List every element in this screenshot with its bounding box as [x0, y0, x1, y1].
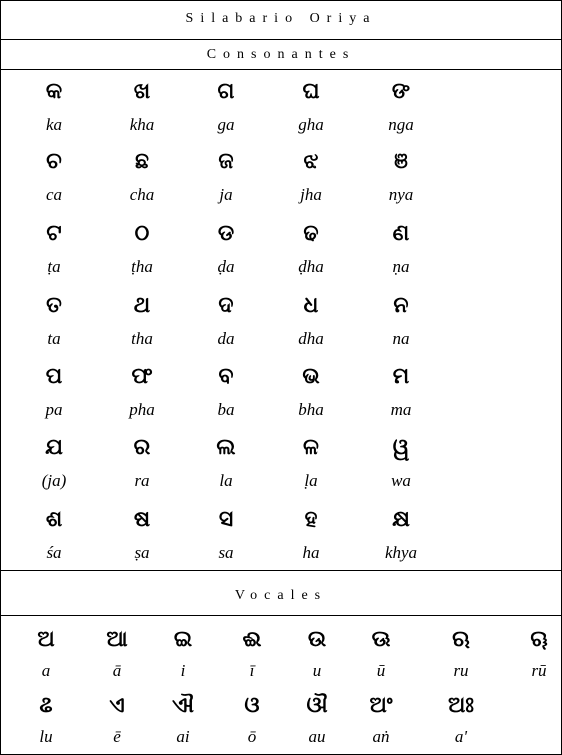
transliteration: kha — [129, 115, 155, 134]
consonant-cell — [102, 219, 182, 279]
oriya-glyph: ଌ — [39, 692, 53, 718]
consonant-cell — [361, 362, 441, 422]
transliteration: ḍa — [217, 257, 235, 276]
transliteration: ā — [112, 661, 122, 680]
oriya-glyph: ତ — [46, 292, 62, 318]
oriya-glyph: ୱ — [392, 434, 410, 460]
oriya-glyph: ଉ — [307, 626, 327, 652]
transliteration: khya — [384, 543, 418, 562]
oriya-glyph: କ୍ଷ — [392, 506, 410, 532]
transliteration: ī — [249, 661, 255, 680]
transliteration: pha — [129, 400, 155, 419]
transliteration: ai — [176, 727, 190, 746]
consonants-header: Consonantes — [206, 47, 356, 62]
oriya-glyph: ଣ — [392, 220, 410, 246]
consonant-cell — [271, 219, 351, 279]
oriya-glyph: ଖ — [133, 78, 151, 104]
oriya-glyph: ଶ — [45, 506, 63, 532]
oriya-glyph: ପ — [45, 363, 63, 389]
transliteration: bha — [298, 400, 324, 419]
oriya-glyph: ଟ — [46, 220, 62, 246]
oriya-glyph: ସ — [218, 506, 234, 532]
transliteration: ra — [134, 471, 150, 490]
consonant-cell — [186, 291, 266, 351]
transliteration: ga — [217, 115, 235, 134]
transliteration: pa — [45, 400, 63, 419]
oriya-glyph: ଷ — [133, 506, 151, 532]
oriya-glyph: ଇ — [173, 626, 193, 652]
transliteration: tha — [131, 329, 153, 348]
consonant-cell — [14, 147, 94, 207]
consonant-cell — [14, 219, 94, 279]
transliteration: nya — [388, 185, 414, 204]
transliteration: ē — [113, 727, 121, 746]
consonant-cell — [361, 147, 441, 207]
oriya-glyph: ନ — [393, 292, 409, 318]
oriya-glyph: ଗ — [217, 78, 235, 104]
transliteration: wa — [391, 471, 411, 490]
consonant-cell — [271, 362, 351, 422]
vowel-cell — [431, 691, 491, 749]
oriya-glyph: ଛ — [135, 148, 149, 174]
oriya-glyph: ଞ — [394, 148, 408, 174]
oriya-glyph: ଅଂ — [369, 692, 393, 718]
oriya-glyph: ଧ — [303, 292, 319, 318]
vowel-cell — [509, 625, 562, 683]
consonant-cell — [271, 505, 351, 565]
transliteration: ja — [219, 185, 233, 204]
transliteration: cha — [129, 185, 155, 204]
consonant-cell — [14, 291, 94, 351]
vowel-cell — [222, 691, 282, 749]
oriya-glyph: ଚ — [46, 148, 62, 174]
consonant-cell — [14, 362, 94, 422]
oriya-glyph: ଅଃ — [448, 692, 474, 718]
consonant-cell — [271, 433, 351, 493]
oriya-glyph: ର — [133, 434, 151, 460]
transliteration: aṅ — [372, 727, 390, 746]
vowel-cell — [153, 625, 213, 683]
transliteration: nga — [388, 115, 414, 134]
consonant-cell — [186, 362, 266, 422]
transliteration: ṇa — [392, 257, 410, 276]
transliteration: na — [392, 329, 410, 348]
oriya-glyph: ଏ — [109, 692, 125, 718]
transliteration: jha — [300, 185, 322, 204]
transliteration: ca — [45, 185, 63, 204]
consonant-cell — [186, 505, 266, 565]
transliteration: śa — [46, 543, 62, 562]
vowel-cell — [287, 691, 347, 749]
vowel-cell — [16, 691, 76, 749]
transliteration: sa — [218, 543, 234, 562]
transliteration: ū — [376, 661, 386, 680]
transliteration: ka — [45, 115, 63, 134]
consonant-cell — [186, 77, 266, 137]
transliteration: ṣa — [134, 543, 150, 562]
oriya-glyph: ଢ — [303, 220, 319, 246]
consonant-cell — [102, 147, 182, 207]
oriya-glyph: ଫ — [131, 363, 153, 389]
transliteration: ṭha — [131, 257, 153, 276]
transliteration: (ja) — [41, 471, 67, 490]
oriya-glyph: ଈ — [242, 626, 262, 652]
consonant-cell — [14, 505, 94, 565]
divider — [1, 615, 561, 616]
consonant-cell — [271, 291, 351, 351]
oriya-glyph: ମ — [392, 363, 410, 389]
oriya-glyph: ଔ — [306, 692, 328, 718]
consonant-cell — [102, 362, 182, 422]
consonant-cell — [102, 77, 182, 137]
consonant-cell — [271, 77, 351, 137]
consonant-cell — [14, 77, 94, 137]
transliteration: ma — [390, 400, 412, 419]
oriya-glyph: ହ — [304, 506, 318, 532]
divider — [1, 570, 561, 571]
consonant-cell — [361, 291, 441, 351]
vowel-cell — [351, 625, 411, 683]
transliteration: au — [308, 727, 326, 746]
consonant-cell — [186, 433, 266, 493]
oriya-glyph: ଥ — [133, 292, 151, 318]
consonant-cell — [361, 219, 441, 279]
oriya-glyph: ଲ — [216, 434, 236, 460]
transliteration: i — [180, 661, 186, 680]
transliteration: a' — [454, 727, 468, 746]
consonant-cell — [102, 291, 182, 351]
consonant-cell — [186, 147, 266, 207]
consonant-cell — [102, 433, 182, 493]
consonant-cell — [102, 505, 182, 565]
vowels-header: Vocales — [234, 588, 328, 603]
transliteration: ba — [217, 400, 235, 419]
transliteration: ḷa — [304, 471, 318, 490]
oriya-glyph: ଆ — [106, 626, 128, 652]
divider — [1, 39, 561, 40]
vowel-cell — [222, 625, 282, 683]
transliteration: lu — [39, 727, 53, 746]
consonant-cell — [271, 147, 351, 207]
oriya-glyph: ବ — [218, 363, 234, 389]
oriya-glyph: ଜ — [218, 148, 234, 174]
vowel-cell — [87, 691, 147, 749]
transliteration: dha — [298, 329, 324, 348]
transliteration: da — [217, 329, 235, 348]
oriya-glyph: ଯ — [45, 434, 63, 460]
transliteration: ṭa — [47, 257, 61, 276]
oriya-glyph: ଊ — [371, 626, 391, 652]
transliteration: ru — [453, 661, 469, 680]
vowel-cell — [431, 625, 491, 683]
oriya-glyph: ଠ — [134, 220, 150, 246]
page-title: Silabario Oriya — [185, 11, 377, 26]
oriya-glyph: କ — [45, 78, 63, 104]
consonant-cell — [361, 505, 441, 565]
transliteration: ō — [247, 727, 257, 746]
oriya-glyph: ଦ — [218, 292, 234, 318]
vowel-cell — [87, 625, 147, 683]
transliteration: rū — [531, 661, 547, 680]
transliteration: ḍha — [298, 257, 324, 276]
oriya-glyph: ଅ — [37, 626, 55, 652]
vowel-cell — [153, 691, 213, 749]
vowel-cell — [16, 625, 76, 683]
transliteration: a — [41, 661, 51, 680]
transliteration: ha — [302, 543, 320, 562]
oriya-glyph: ଭ — [302, 363, 320, 389]
oriya-glyph: ଓ — [244, 692, 260, 718]
vowel-cell — [287, 625, 347, 683]
consonant-cell — [361, 77, 441, 137]
consonant-cell — [186, 219, 266, 279]
oriya-glyph: ଐ — [171, 692, 194, 718]
transliteration: ta — [47, 329, 61, 348]
oriya-glyph: ଳ — [303, 434, 319, 460]
transliteration: la — [219, 471, 233, 490]
consonant-cell — [14, 433, 94, 493]
oriya-glyph: ଘ — [302, 78, 320, 104]
divider — [1, 69, 561, 70]
vowel-cell — [351, 691, 411, 749]
oriya-glyph: ୠ — [530, 626, 548, 652]
consonant-cell — [361, 433, 441, 493]
transliteration: gha — [298, 115, 324, 134]
oriya-glyph: ଡ — [217, 220, 235, 246]
oriya-glyph: ଝ — [303, 148, 319, 174]
oriya-glyph: ଋ — [452, 626, 470, 652]
transliteration: u — [312, 661, 322, 680]
oriya-glyph: ଙ — [391, 78, 411, 104]
